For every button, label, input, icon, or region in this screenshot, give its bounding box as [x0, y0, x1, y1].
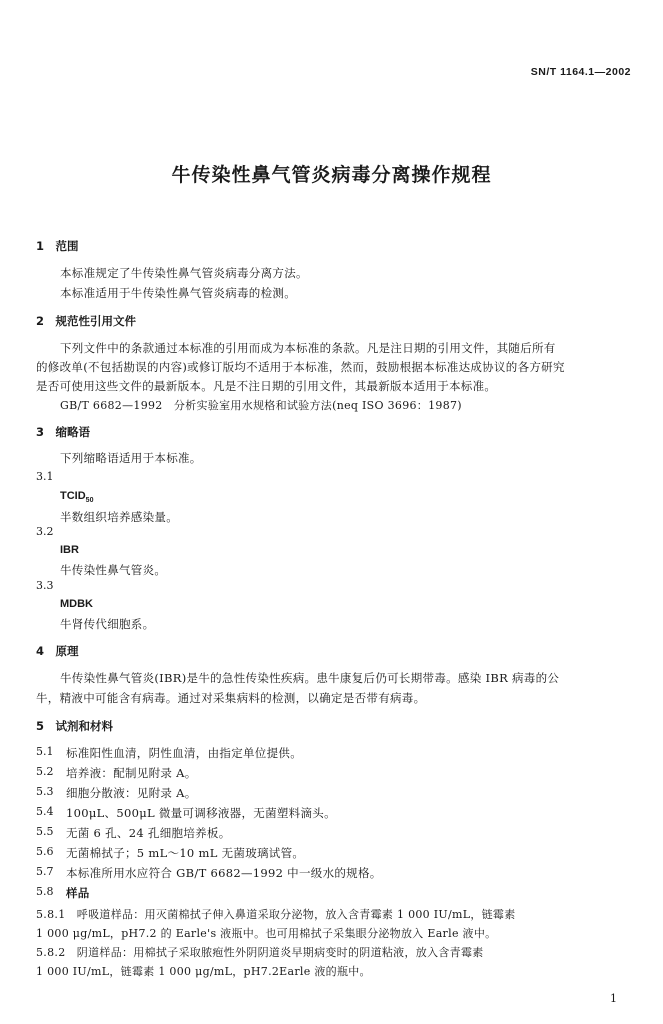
section-2-heading: 2 规范性引用文件	[36, 314, 137, 328]
clause-text: 样品	[66, 886, 90, 900]
clause-number: 3.1	[36, 470, 54, 483]
normative-reference: GB/T 6682—1992 分析实验室用水规格和试验方法(neq ISO 3696：1987)	[60, 399, 462, 412]
clause-text: 细胞分散液：见附录 A。	[66, 786, 197, 800]
abbreviation-term: MDBK	[60, 598, 93, 610]
abbreviation-term: $TCID_{50}$	[60, 490, 94, 505]
clause-number: 5.7	[36, 865, 54, 878]
clause-text: 本标准所用水应符合 GB/T 6682—1992 中一级水的规格。	[66, 866, 382, 880]
section-1-heading: 1 范围	[36, 239, 79, 253]
clause-5-8-1-line-1: 5.8.1 呼吸道样品：用灭菌棉拭子伸入鼻道采取分泌物，放入含青霉素 1 000 IU/mL，链霉素	[36, 908, 516, 921]
clause-number: 3.3	[36, 579, 54, 592]
section-2-line-1: 下列文件中的条款通过本标准的引用而成为本标准的条款。凡是注日期的引用文件，其随后所有	[60, 341, 556, 355]
section-4-line-2: 牛，精液中可能含有病毒。通过对采集病料的检测，以确定是否带有病毒。	[36, 691, 426, 705]
clause-text: 标准阳性血清，阴性血清，由指定单位提供。	[66, 746, 302, 760]
section-1-paragraph-2: 本标准适用于牛传染性鼻气管炎病毒的检测。	[60, 286, 296, 300]
clause-5-8-2-line-1: 5.8.2 阴道样品：用棉拭子采取脓疱性外阴阴道炎早期病变时的阴道粘液，放入含青霉素	[36, 946, 484, 959]
clause-5-8-1-line-2: 1 000 μg/mL，pH7.2 的 Earle's 液瓶中。也可用棉拭子采集眼分泌物放入 Earle 液中。	[36, 927, 497, 940]
clause-number: 5.4	[36, 805, 54, 818]
document-title: 牛传染性鼻气管炎病毒分离操作规程	[171, 164, 492, 186]
section-3-intro: 下列缩略语适用于本标准。	[60, 451, 202, 465]
clause-number: 5.2	[36, 765, 54, 778]
page-number: 1	[610, 992, 617, 1005]
clause-number: 5.5	[36, 825, 54, 838]
clause-number: 5.3	[36, 785, 54, 798]
abbreviation-definition: 牛肾传代细胞系。	[60, 617, 155, 631]
abbreviation-definition: 牛传染性鼻气管炎。	[60, 563, 167, 577]
section-5-heading: 5 试剂和材料	[36, 719, 114, 733]
clause-number: 5.1	[36, 745, 54, 758]
abbreviation-definition: 半数组织培养感染量。	[60, 510, 178, 524]
clause-5-8-2-line-2: 1 000 IU/mL，链霉素 1 000 μg/mL，pH7.2Earle 液的瓶中。	[36, 965, 371, 978]
abbreviation-term: IBR	[60, 544, 79, 556]
standard-number: SN/T 1164.1—2002	[530, 66, 631, 78]
section-4-heading: 4 原理	[36, 644, 79, 658]
clause-text: 100μL、500μL 微量可调移液器，无菌塑料滴头。	[66, 806, 336, 820]
section-4-line-1: 牛传染性鼻气管炎(IBR)是牛的急性传染性疾病。患牛康复后仍可长期带毒。感染 IBR 病毒的公	[60, 671, 560, 685]
clause-text: 无菌 6 孔、24 孔细胞培养板。	[66, 826, 231, 840]
section-3-heading: 3 缩略语	[36, 425, 91, 439]
clause-number: 5.6	[36, 845, 54, 858]
clause-number: 3.2	[36, 525, 54, 538]
clause-text: 无菌棉拭子；5 mL～10 mL 无菌玻璃试管。	[66, 846, 305, 860]
section-2-line-2: 的修改单(不包括勘误的内容)或修订版均不适用于本标准，然而，鼓励根据本标准达成协议的各方研究	[36, 360, 565, 374]
clause-text: 培养液：配制见附录 A。	[66, 766, 197, 780]
section-1-paragraph-1: 本标准规定了牛传染性鼻气管炎病毒分离方法。	[60, 266, 308, 280]
section-2-line-3: 是否可使用这些文件的最新版本。凡是不注日期的引用文件，其最新版本适用于本标准。	[36, 379, 497, 393]
clause-number: 5.8	[36, 885, 54, 898]
